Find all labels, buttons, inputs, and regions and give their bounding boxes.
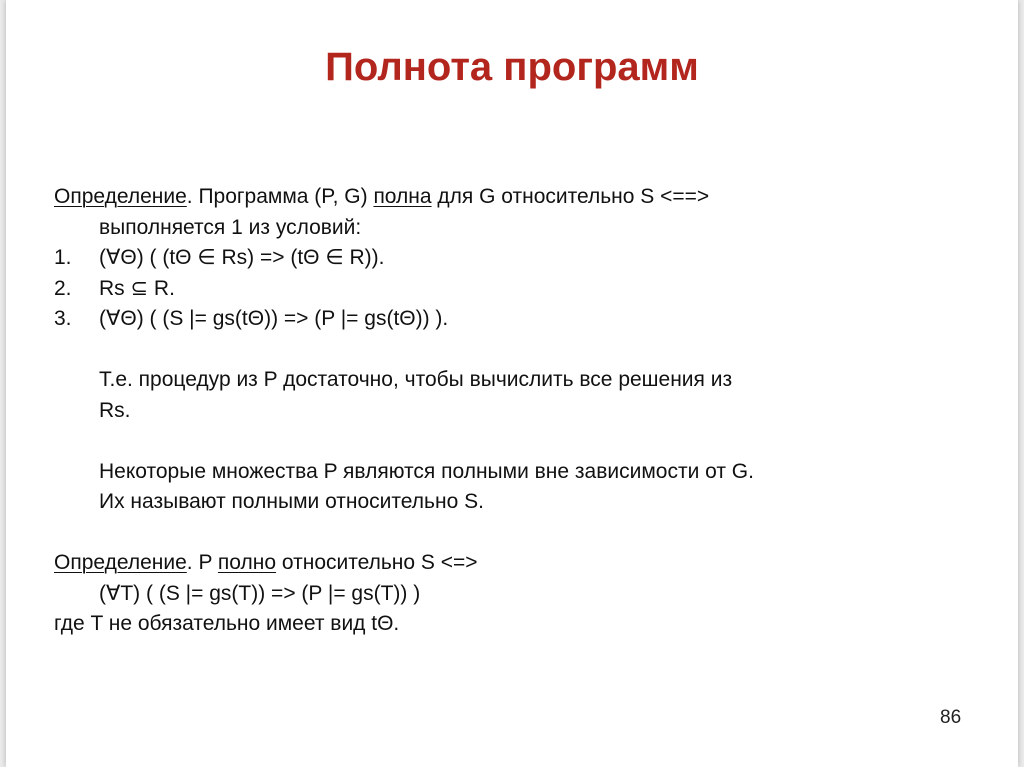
definition-1-emphasis: полна <box>373 185 432 208</box>
definition-2-note: где T не обязательно имеет вид tΘ. <box>54 612 400 635</box>
spacer <box>54 518 994 549</box>
condition-item <box>54 274 994 305</box>
slide-body <box>54 182 994 640</box>
slide-title: Полнота программ <box>325 45 699 89</box>
definition-2-formula: (∀T) ( (S |= gs(T)) => (P |= gs(T)) ) <box>99 581 421 605</box>
condition-number: 2. <box>54 276 72 300</box>
condition-item <box>54 304 994 335</box>
paragraph-1-line: Rs. <box>99 398 131 422</box>
condition-text: Rs ⊆ R. <box>99 276 175 300</box>
paragraph-1-line: Т.е. процедур из P достаточно, чтобы вычислить все решения из <box>99 368 733 391</box>
condition-number: 3. <box>54 307 72 330</box>
definition-1-continuation: выполняется 1 из условий: <box>99 215 362 239</box>
definition-1-text-b: для G относительно S <==> <box>431 185 710 208</box>
page-number: 86 <box>940 707 962 728</box>
definition-2-text-b: относительно S <=> <box>276 551 478 574</box>
condition-text: (∀Θ) ( (S |= gs(tΘ)) => (P |= gs(tΘ)) ). <box>99 307 449 330</box>
slide <box>6 0 1018 767</box>
definition-2 <box>54 548 994 579</box>
definition-2-emphasis: полно <box>217 551 277 574</box>
definition-1 <box>54 182 994 213</box>
spacer <box>54 335 994 366</box>
paragraph-2-line: Некоторые множества P являются полными вне зависимости от G. <box>99 459 754 483</box>
condition-text: (∀Θ) ( (tΘ ∈ Rs) => (tΘ ∈ R)). <box>99 246 385 269</box>
paragraph-2-line: Их называют полными относительно S. <box>99 490 484 513</box>
definition-1-text-a: . Программа (P, G) <box>186 185 374 208</box>
condition-number: 1. <box>54 246 72 269</box>
definition-2-term: Определение <box>54 551 187 574</box>
condition-item <box>54 243 994 274</box>
definition-2-text-a: . P <box>186 551 218 574</box>
spacer <box>54 426 994 457</box>
definition-1-term: Определение <box>54 185 187 208</box>
